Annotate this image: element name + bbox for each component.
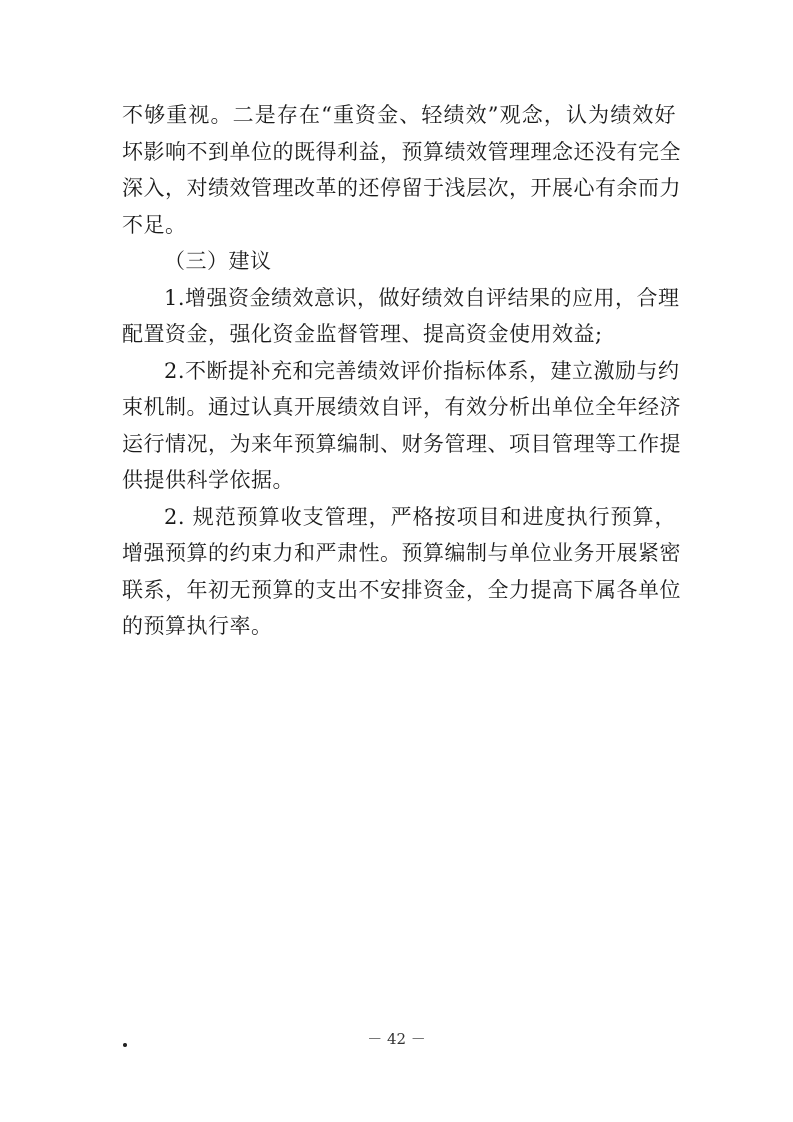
page-number: － 42 － [367, 1030, 426, 1048]
text-line: 不足。 [122, 212, 187, 237]
text-line: 的预算执行率。 [122, 614, 273, 638]
body-text [122, 97, 681, 645]
corner-dot [123, 1043, 127, 1047]
text-line: 运行情况，为来年预算编制、财务管理、项目管理等工作提 [122, 431, 681, 456]
text-line: 2. 规范预算收支管理，严格按项目和进度执行预算， [164, 504, 676, 529]
text-line: 深入，对绩效管理改革的还停留于浅层次，开展心有余而力 [122, 176, 681, 200]
text-line: 配置资金，强化资金监督管理、提高资金使用效益; [122, 322, 603, 346]
text-line: 不够重视。二是存在“重资金、轻绩效”观念，认为绩效好 [122, 103, 676, 127]
text-line: 1.增强资金绩效意识，做好绩效自评结果的应用，合理 [164, 285, 680, 310]
text-line: 联系，年初无预算的支出不安排资金，全力提高下属各单位 [122, 577, 681, 602]
text-line: 增强预算的约束力和严肃性。预算编制与单位业务开展紧密 [122, 541, 681, 565]
text-line: 2.不断提补充和完善绩效评价指标体系，建立激励与约 [164, 358, 680, 383]
section-heading: （三）建议 [164, 249, 272, 273]
text-line: 束机制。通过认真开展绩效自评，有效分析出单位全年经济 [122, 395, 681, 419]
text-line: 供提供科学依据。 [122, 468, 294, 492]
text-line: 坏影响不到单位的既得利益，预算绩效管理理念还没有完全 [122, 139, 681, 164]
